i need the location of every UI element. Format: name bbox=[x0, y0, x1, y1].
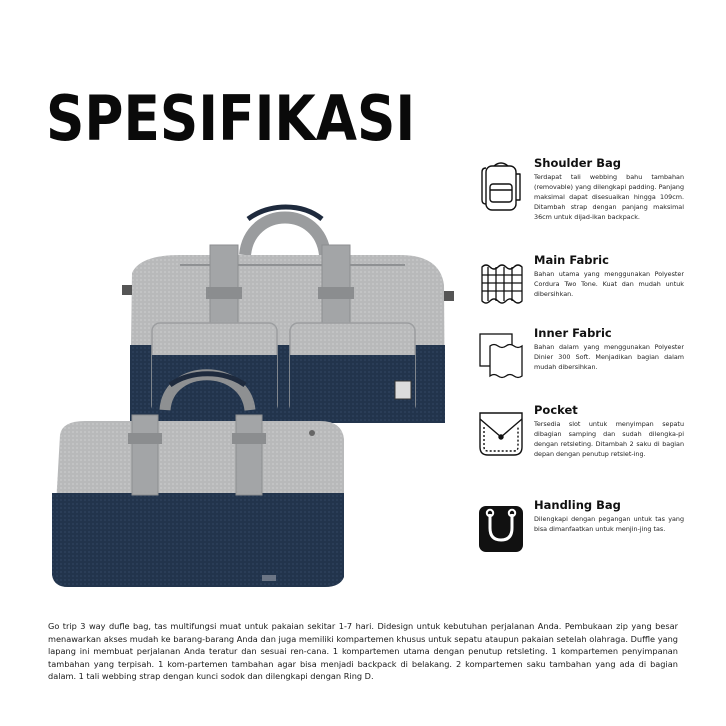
spec-handling-bag bbox=[478, 498, 688, 558]
duffle-bags-illustration bbox=[40, 195, 460, 595]
spec-description: Terdapat tali webbing bahu tambahan (removable) yang dilengkapi padding. Panjang maksimal dapat disesuaikan hingga 109cm. Ditambah strap dengan panjang maksimal 36cm untuk dijad-ikan backpack. bbox=[534, 173, 684, 221]
fabric-sheet-icon bbox=[478, 330, 524, 382]
spec-description: Dilengkapi dengan pegangan untuk tas yang bisa dimanfaatkan untuk menjin-jing tas. bbox=[534, 515, 684, 533]
spec-description: Bahan utama yang menggunakan Polyester Cordura Two Tone. Kuat dan mudah untuk dibersihkan. bbox=[534, 270, 684, 298]
page-title: SPESIFIKASI bbox=[46, 82, 416, 155]
spec-name: Pocket bbox=[534, 403, 578, 417]
spec-description: Bahan dalam yang menggunakan Polyester Dinier 300 Soft. Menjadikan bagian dalam mudah dibersihkan. bbox=[534, 343, 684, 371]
spec-shoulder-bag bbox=[478, 156, 688, 236]
backpack-strap-icon bbox=[478, 160, 524, 212]
pocket-icon bbox=[478, 407, 524, 459]
spec-name: Handling Bag bbox=[534, 498, 621, 512]
spec-description: Tersedia slot untuk menyimpan sepatu dibagian samping dan sudah dilengka-pi dengan retsleting. Ditambah 2 saku di bagian depan dengan penutup retslet-ing. bbox=[534, 420, 684, 458]
spec-pocket bbox=[478, 403, 688, 473]
spec-name: Main Fabric bbox=[534, 253, 609, 267]
handle-bag-icon bbox=[478, 502, 524, 554]
fabric-weave-icon bbox=[478, 257, 524, 309]
spec-inner-fabric bbox=[478, 326, 688, 386]
product-description: Go trip 3 way dufle bag, tas multifungsi muat untuk pakaian sekitar 1-7 hari. Didesign untuk kebutuhan perjalanan Anda. Pembukaan zip yang besar menawarkan akses mudah ke barang-barang Anda dan juga memiliki kompartemen khusus untuk sepatu ataupun pakaian setelah olahraga. Duffle yang lapang ini membuat perjalanan Anda teratur dan sesuai ren-cana. 1 kompartemen utama dengan penutup retsleting. 1 kompartemen penyimpanan tambahan yang terpisah. 1 kom-partemen tambahan agar bisa menjadi backpack di belakang. 2 kompartemen saku tambahan yang ada di bagian dalam. 1 tali webbing strap dengan kunci sodok dan dilengkapi dengan Ring D. bbox=[48, 621, 678, 681]
spec-name: Shoulder Bag bbox=[534, 156, 621, 170]
spec-main-fabric bbox=[478, 253, 688, 313]
spec-name: Inner Fabric bbox=[534, 326, 612, 340]
